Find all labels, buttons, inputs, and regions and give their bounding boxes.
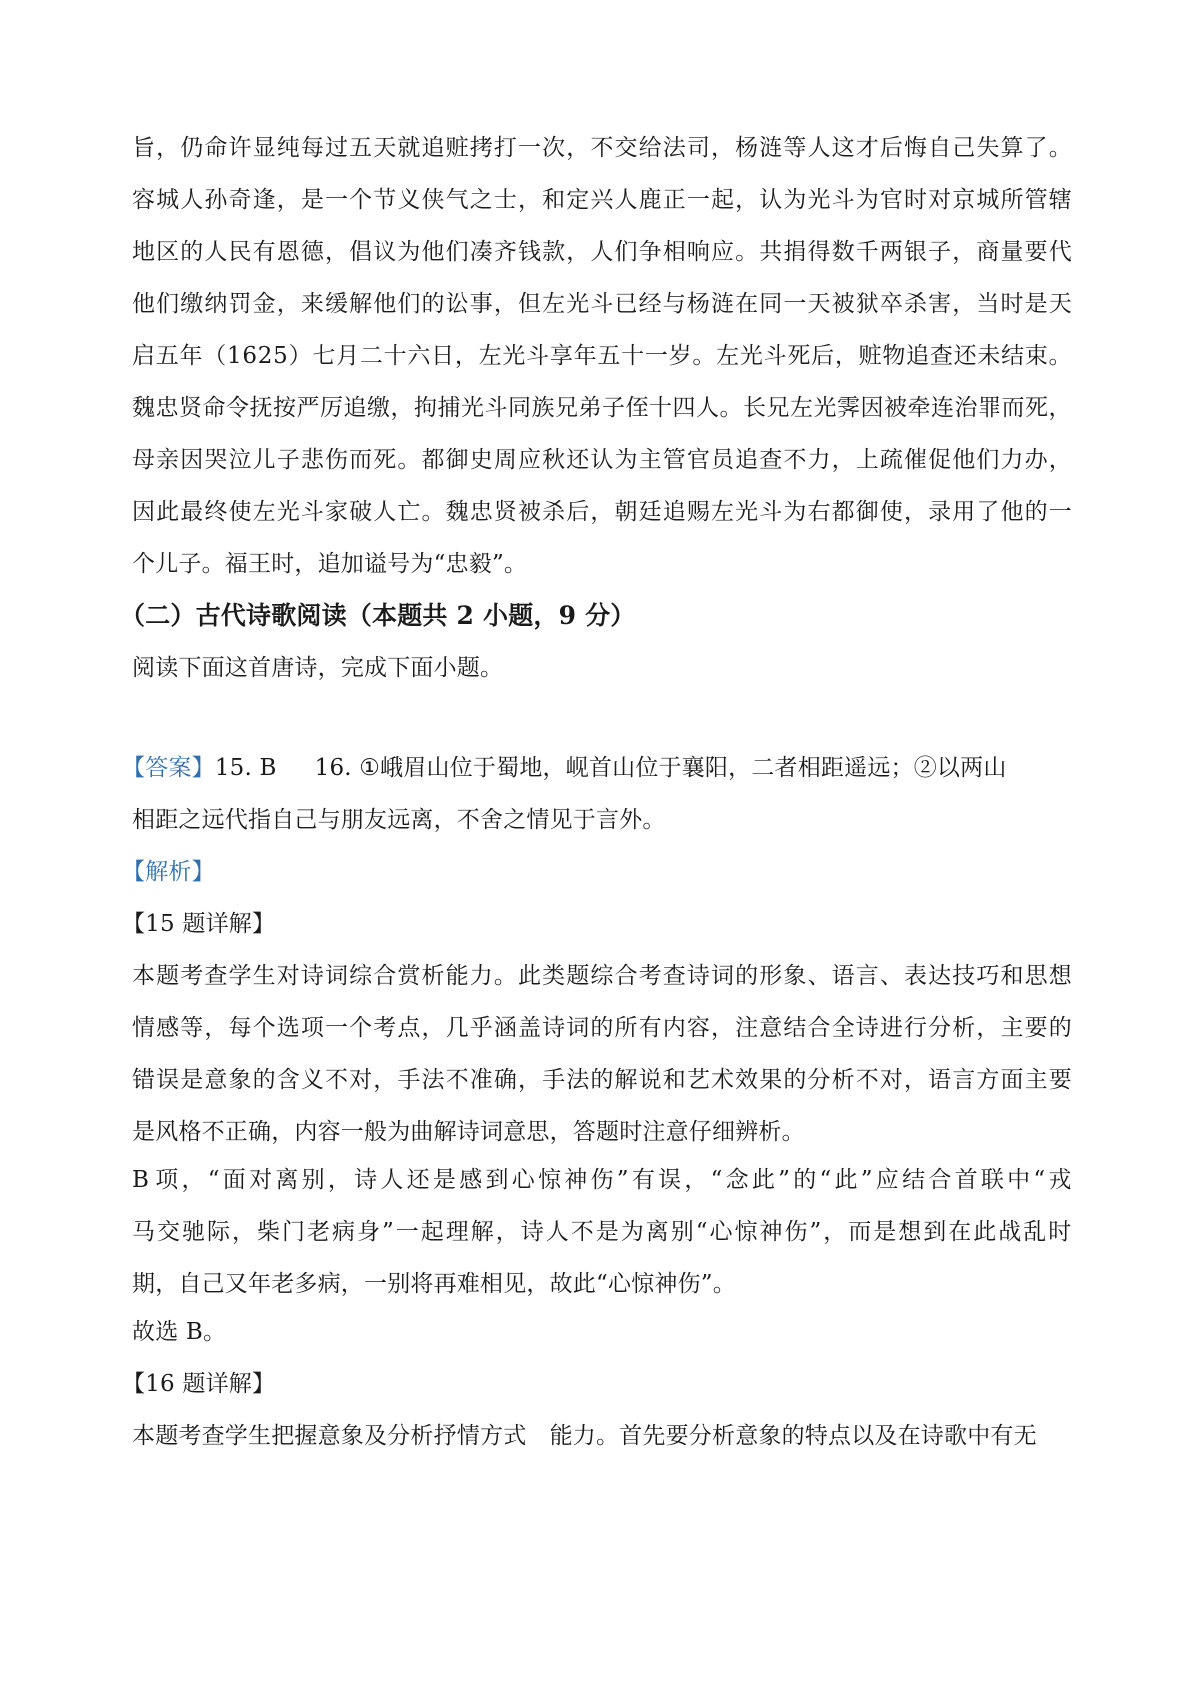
- q15-analysis-line: 马 交 驰 际 ， 柴 门 老 病 身 ” 一 起 理 解 ， 诗 人 不 是 为 离 别 “ 心 惊 神 伤 ” ， 而 是 想 到 在 此 战 乱 时: [132, 1219, 1072, 1245]
- passage-line: 因 此 最 终 使 左 光 斗 家 破 人 亡 。 魏 忠 贤 被 杀 后 ， 朝 廷 追 赐 左 光 斗 为 右 都 御 使 ， 录 用 了 他 的 一: [132, 499, 1072, 525]
- q15-analysis-line: B 项 ， “ 面 对 离 别 ， 诗 人 还 是 感 到 心 惊 神 伤 ” 有 误 ， “ 念 此 ” 的 “ 此 ” 应 结 合 首 联 中 “ 戎: [132, 1167, 1072, 1193]
- q15-analysis-line: 错 误 是 意 象 的 含 义 不 对 ， 手 法 不 准 确 ， 手 法 的 解 说 和 艺 术 效 果 的 分 析 不 对 ， 语 言 方 面 主 要: [132, 1067, 1072, 1093]
- passage-line: 母 亲 因 哭 泣 儿 子 悲 伤 而 死 。 都 御 史 周 应 秋 还 认 为 主 管 官 员 追 查 不 力 ， 上 疏 催 促 他 们 力 办 ，: [132, 447, 1072, 473]
- answer-label: 【答案】: [122, 755, 215, 781]
- q15-analysis-line: 是风格不正确，内容一般为曲解诗词意思，答题时注意仔细辨析。: [132, 1119, 805, 1145]
- answer-q15: 15. B: [214, 755, 277, 781]
- q16-analysis-line: 本题考查学生把握意象及分析抒情方式 能力。首先要分析意象的特点以及在诗歌中有无: [132, 1423, 1037, 1449]
- analysis-label: 【解析】: [122, 859, 215, 885]
- answer-q16: 16. ①峨眉山位于蜀地，岘首山位于襄阳，二者相距遥远；②以两山: [314, 755, 1007, 781]
- passage-line: 他 们 缴 纳 罚 金 ， 来 缓 解 他 们 的 讼 事 ， 但 左 光 斗 已 经 与 杨 涟 在 同 一 天 被 狱 卒 杀 害 ， 当 时 是 天: [132, 291, 1072, 317]
- section-instruction: 阅读下面这首唐诗，完成下面小题。: [132, 655, 504, 681]
- q15-analysis-line: 本 题 考 查 学 生 对 诗 词 综 合 赏 析 能 力 。 此 类 题 综 合 考 查 诗 词 的 形 象 、 语 言 、 表 达 技 巧 和 思 想: [132, 963, 1072, 989]
- section-heading: （二）古代诗歌阅读（本题共 2 小题，9 分）: [120, 601, 636, 630]
- q16-heading: 【16 题详解】: [122, 1371, 276, 1397]
- answer-line-continued: 相距之远代指自己与朋友远离，不舍之情见于言外。: [132, 807, 666, 833]
- q15-heading: 【15 题详解】: [122, 911, 276, 937]
- q15-conclusion: 故选 B。: [132, 1319, 227, 1345]
- passage-line: 容 城 人 孙 奇 逢 ， 是 一 个 节 义 侠 气 之 士 ， 和 定 兴 人 鹿 正 一 起 ， 认 为 光 斗 为 官 时 对 京 城 所 管 辖: [132, 187, 1072, 213]
- passage-line: 地 区 的 人 民 有 恩 德 ， 倡 议 为 他 们 凑 齐 钱 款 ， 人 们 争 相 响 应 。 共 捐 得 数 千 两 银 子 ， 商 量 要 代: [132, 239, 1072, 265]
- passage-line: 个儿子。福王时，追加谥号为“忠毅”。: [132, 551, 528, 577]
- passage-line: 旨 ， 仍 命 许 显 纯 每 过 五 天 就 追 赃 拷 打 一 次 ， 不 交 给 法 司 ， 杨 涟 等 人 这 才 后 悔 自 己 失 算 了 。: [132, 135, 1072, 161]
- answer-line: [122, 752, 1062, 784]
- passage-line: 启 五 年 （ 1 6 2 5 ） 七 月 二 十 六 日 ， 左 光 斗 享 年 五 十 一 岁 。 左 光 斗 死 后 ， 赃 物 追 查 还 未 结 束 。: [132, 343, 1072, 369]
- q15-analysis-line: 情 感 等 ， 每 个 选 项 一 个 考 点 ， 几 乎 涵 盖 诗 词 的 所 有 内 容 ， 注 意 结 合 全 诗 进 行 分 析 ， 主 要 的: [132, 1015, 1072, 1041]
- passage-line: 魏 忠 贤 命 令 抚 按 严 厉 追 缴 ， 拘 捕 光 斗 同 族 兄 弟 子 侄 十 四 人 。 长 兄 左 光 霁 因 被 牵 连 治 罪 而 死 ，: [132, 395, 1072, 421]
- q15-analysis-line: 期，自己又年老多病，一别将再难相见，故此“心惊神伤”。: [132, 1271, 736, 1297]
